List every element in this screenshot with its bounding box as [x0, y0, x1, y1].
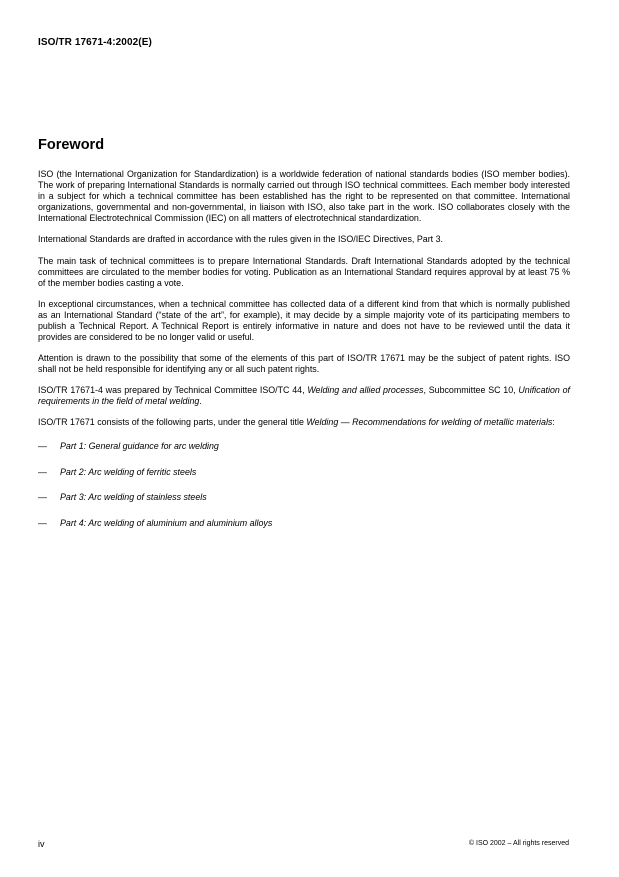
- parts-list: [38, 441, 570, 532]
- copyright-notice: © ISO 2002 – All rights reserved: [468, 840, 569, 847]
- em-dash-bullet: —: [38, 492, 47, 502]
- part-3-label: Part 3: Arc welding of stainless steels: [60, 492, 207, 502]
- paragraph-directives: International Standards are drafted in accordance with the rules given in the ISO/IEC Directives, Part 3.: [38, 234, 444, 244]
- em-dash-bullet: —: [38, 466, 47, 477]
- part-1-label: Part 1: General guidance for arc welding: [60, 441, 219, 451]
- general-title: Welding — Recommendations for welding of metallic materials: [306, 417, 553, 427]
- prepared-by-text-1: ISO/TR 17671-4 was prepared by Technical Committee ISO/TC 44,: [38, 385, 308, 395]
- page-number: iv: [38, 839, 45, 849]
- parts-intro-colon: :: [552, 417, 555, 427]
- list-item: [38, 518, 570, 532]
- list-item: [38, 441, 570, 455]
- list-item: [38, 492, 570, 506]
- page-title: Foreword: [38, 137, 105, 153]
- prepared-by-text-3: .: [199, 396, 202, 406]
- paragraph-iso-overview: ISO (the International Organization for Standardization) is a worldwide federation of national standards bodies (ISO member bodies). The work of preparing International Standards is normally carried out through ISO technical committees. Each member body interested in a subject for which a technical committee has been established has the right to be represented on that committee. International organizations, governmental and non-governmental, in liaison with ISO, also take part in the work. ISO collaborates closely with the International Electrotechnical Commission (IEC) on all matters of electrotechnical standardization.: [38, 169, 570, 223]
- paragraph-main-task: The main task of technical committees is to prepare International Standards. Draft International Standards adopted by the technical committees are circulated to the member bodies for voting. Publication as an International Standard requires approval by at least 75 % of the member bodies casting a vote.: [38, 256, 570, 288]
- em-dash-bullet: —: [38, 517, 47, 528]
- paragraph-parts-intro: [38, 417, 570, 428]
- tc-title: Welding and allied processes: [307, 385, 424, 395]
- part-4-label: Part 4: Arc welding of aluminium and aluminium alloys: [60, 517, 273, 528]
- paragraph-technical-report: In exceptional circumstances, when a technical committee has collected data of a different kind from that which is normally published as an International Standard (“state of the art”, for example), it may decide by a simple majority vote of its participating members to publish a Technical Report. A Technical Report is entirely informative in nature and does not have to be reviewed until the data it provides are considered to be no longer valid or useful.: [38, 299, 570, 342]
- prepared-by-text-2: , Subcommittee SC 10,: [423, 385, 519, 395]
- em-dash-bullet: —: [38, 441, 47, 451]
- paragraph-prepared-by: [38, 385, 570, 407]
- sc-title: Unification of requirements in the field of metal welding: [38, 385, 570, 406]
- part-2-label: Part 2: Arc welding of ferritic steels: [60, 466, 197, 477]
- document-id-header: ISO/TR 17671-4:2002(E): [38, 37, 152, 48]
- parts-intro-text: ISO/TR 17671 consists of the following parts, under the general title: [38, 417, 307, 427]
- paragraph-patent-rights: Attention is drawn to the possibility that some of the elements of this part of ISO/TR 17671 may be the subject of patent rights. ISO shall not be held responsible for identifying any or all such patent rights.: [38, 353, 570, 374]
- foreword-body: [38, 169, 570, 543]
- list-item: [38, 467, 570, 481]
